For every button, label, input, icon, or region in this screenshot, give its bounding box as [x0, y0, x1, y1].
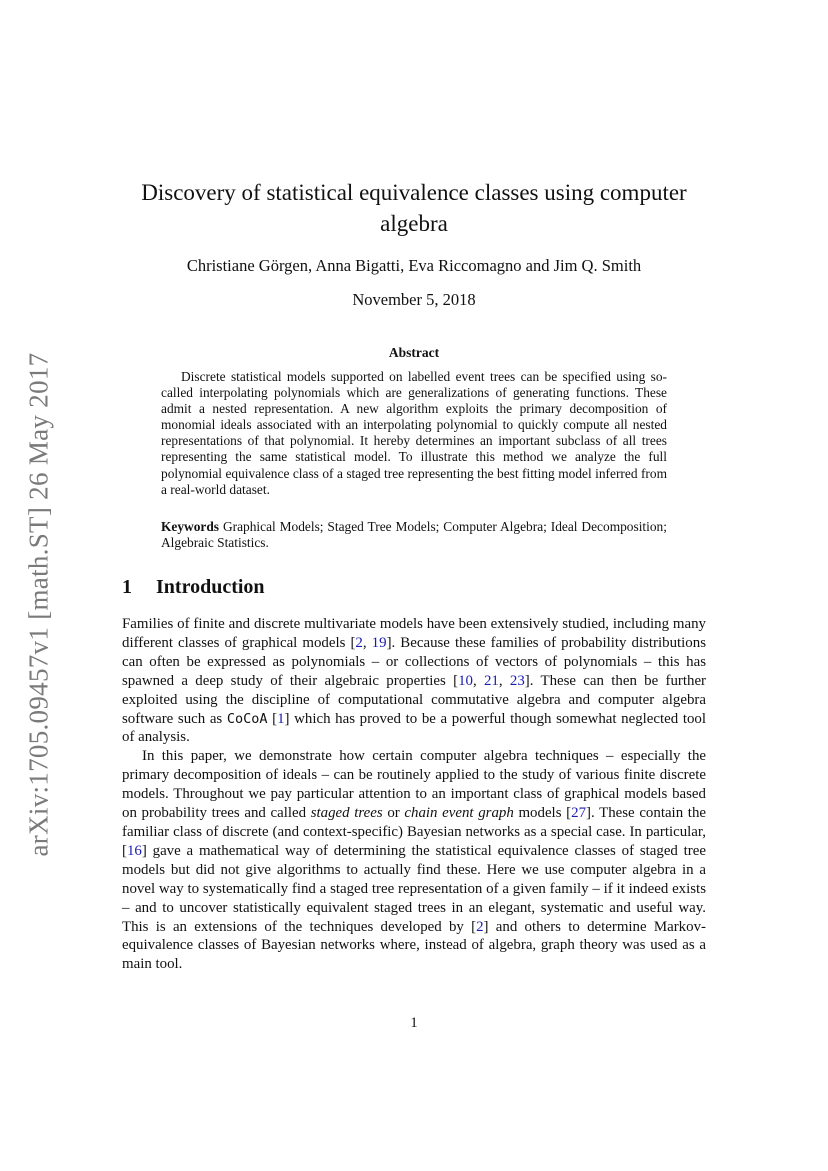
text-run: Families of finite and discrete multivariate models have been extensively studied, including many different classes of graphical models [ [122, 616, 706, 651]
paper-date: November 5, 2018 [352, 290, 476, 309]
citation-link[interactable]: 27 [571, 805, 587, 822]
text-run: In this paper, we demonstrate how certain computer algebra techniques – especially the primary decomposition of ideals – can be routinely applied to the study of various finite discrete models. Throughout we pay particular attention to an important class of graphical models based on probability trees and called [122, 748, 706, 822]
citation-link[interactable]: 10 [458, 672, 473, 689]
citation-link[interactable]: 19 [371, 634, 387, 651]
citation-link[interactable]: 2 [476, 918, 484, 935]
keywords-label: Keywords [161, 519, 220, 534]
text-run: ] and others to determine Markov-equivalence classes of Bayesian networks where, instead of algebra, graph theory was used as a main tool. [122, 918, 706, 973]
section-heading [122, 576, 265, 599]
emphasis-term: chain event graph [404, 805, 514, 822]
introduction-body [122, 615, 706, 974]
text-run: [ [267, 710, 278, 727]
paragraph-1 [122, 615, 706, 747]
author-list: Christiane Görgen, Anna Bigatti, Eva Riccomagno and Jim Q. Smith [186, 256, 642, 275]
text-run: ] gave a mathematical way of determining the statistical equivalence classes of staged tree models but did not give algorithms to actually find these. Here we use computer algebra in a novel way to systematically find a staged tree representation of a given family – if it indeed exists – and to uncover statistically equivalent staged trees in an elegant, systematic and useful way. This is an extensions of the techniques developed by [ [122, 842, 706, 935]
citation-link[interactable]: 16 [126, 842, 142, 859]
text-run: or [382, 805, 405, 822]
keywords-block [161, 519, 667, 551]
arxiv-side-stamp [9, 342, 69, 866]
text-run: ]. These contain the familiar class of discrete (and context-specific) Bayesian networks as a special case. In particular, [ [122, 805, 706, 859]
citation-link[interactable]: 2 [355, 634, 363, 651]
abstract-text: Discrete statistical models supported on labelled event trees can be specified using so-called interpolating polynomials which are generalizations of generating functions. These admit a nested representation. A new algorithm exploits the primary decomposition of monomial ideals associated with an interpolating polynomial to quickly compute all nested representations of that polynomial. It hereby determines an important subclass of all trees representing the same statistical model. To illustrate this method we analyze the full polynomial equivalence class of a staged tree representing the best fitting model inferred from a real-world dataset. [161, 369, 667, 497]
section-number: 1 [122, 576, 132, 598]
paragraph-2 [122, 747, 706, 974]
citation-link[interactable]: 1 [277, 710, 285, 727]
emphasis-term: staged trees [310, 805, 383, 822]
software-name: CoCoA [226, 710, 268, 727]
keywords-text: Graphical Models; Staged Tree Models; Computer Algebra; Ideal Decomposition; Algebraic Statistics. [161, 519, 667, 551]
text-run: models [ [513, 805, 572, 822]
section-title: Introduction [156, 576, 265, 598]
text-run: ]. Because these families of probability distributions can often be expressed as polynomials – or collections of vectors of polynomials – this has spawned a deep study of their algebraic properties [ [122, 634, 706, 689]
text-run: ]. These can then be further exploited using the discipline of computational commutative algebra and computer algebra software such as [122, 672, 707, 727]
text-run: , [472, 672, 484, 689]
page-number: 1 [410, 1015, 418, 1031]
arxiv-identifier: arXiv:1705.09457v1 [math.ST] 26 May 2017 [23, 352, 54, 856]
text-run: , [362, 634, 372, 651]
citation-link[interactable]: 23 [509, 672, 525, 689]
text-run: , [498, 672, 510, 689]
paper-title: Discovery of statistical equivalence classes using computer algebra [141, 180, 687, 236]
text-run: ] which has proved to be a powerful though somewhat neglected tool of analysis. [122, 710, 706, 746]
citation-link[interactable]: 21 [483, 672, 499, 689]
abstract-heading: Abstract [388, 345, 440, 360]
